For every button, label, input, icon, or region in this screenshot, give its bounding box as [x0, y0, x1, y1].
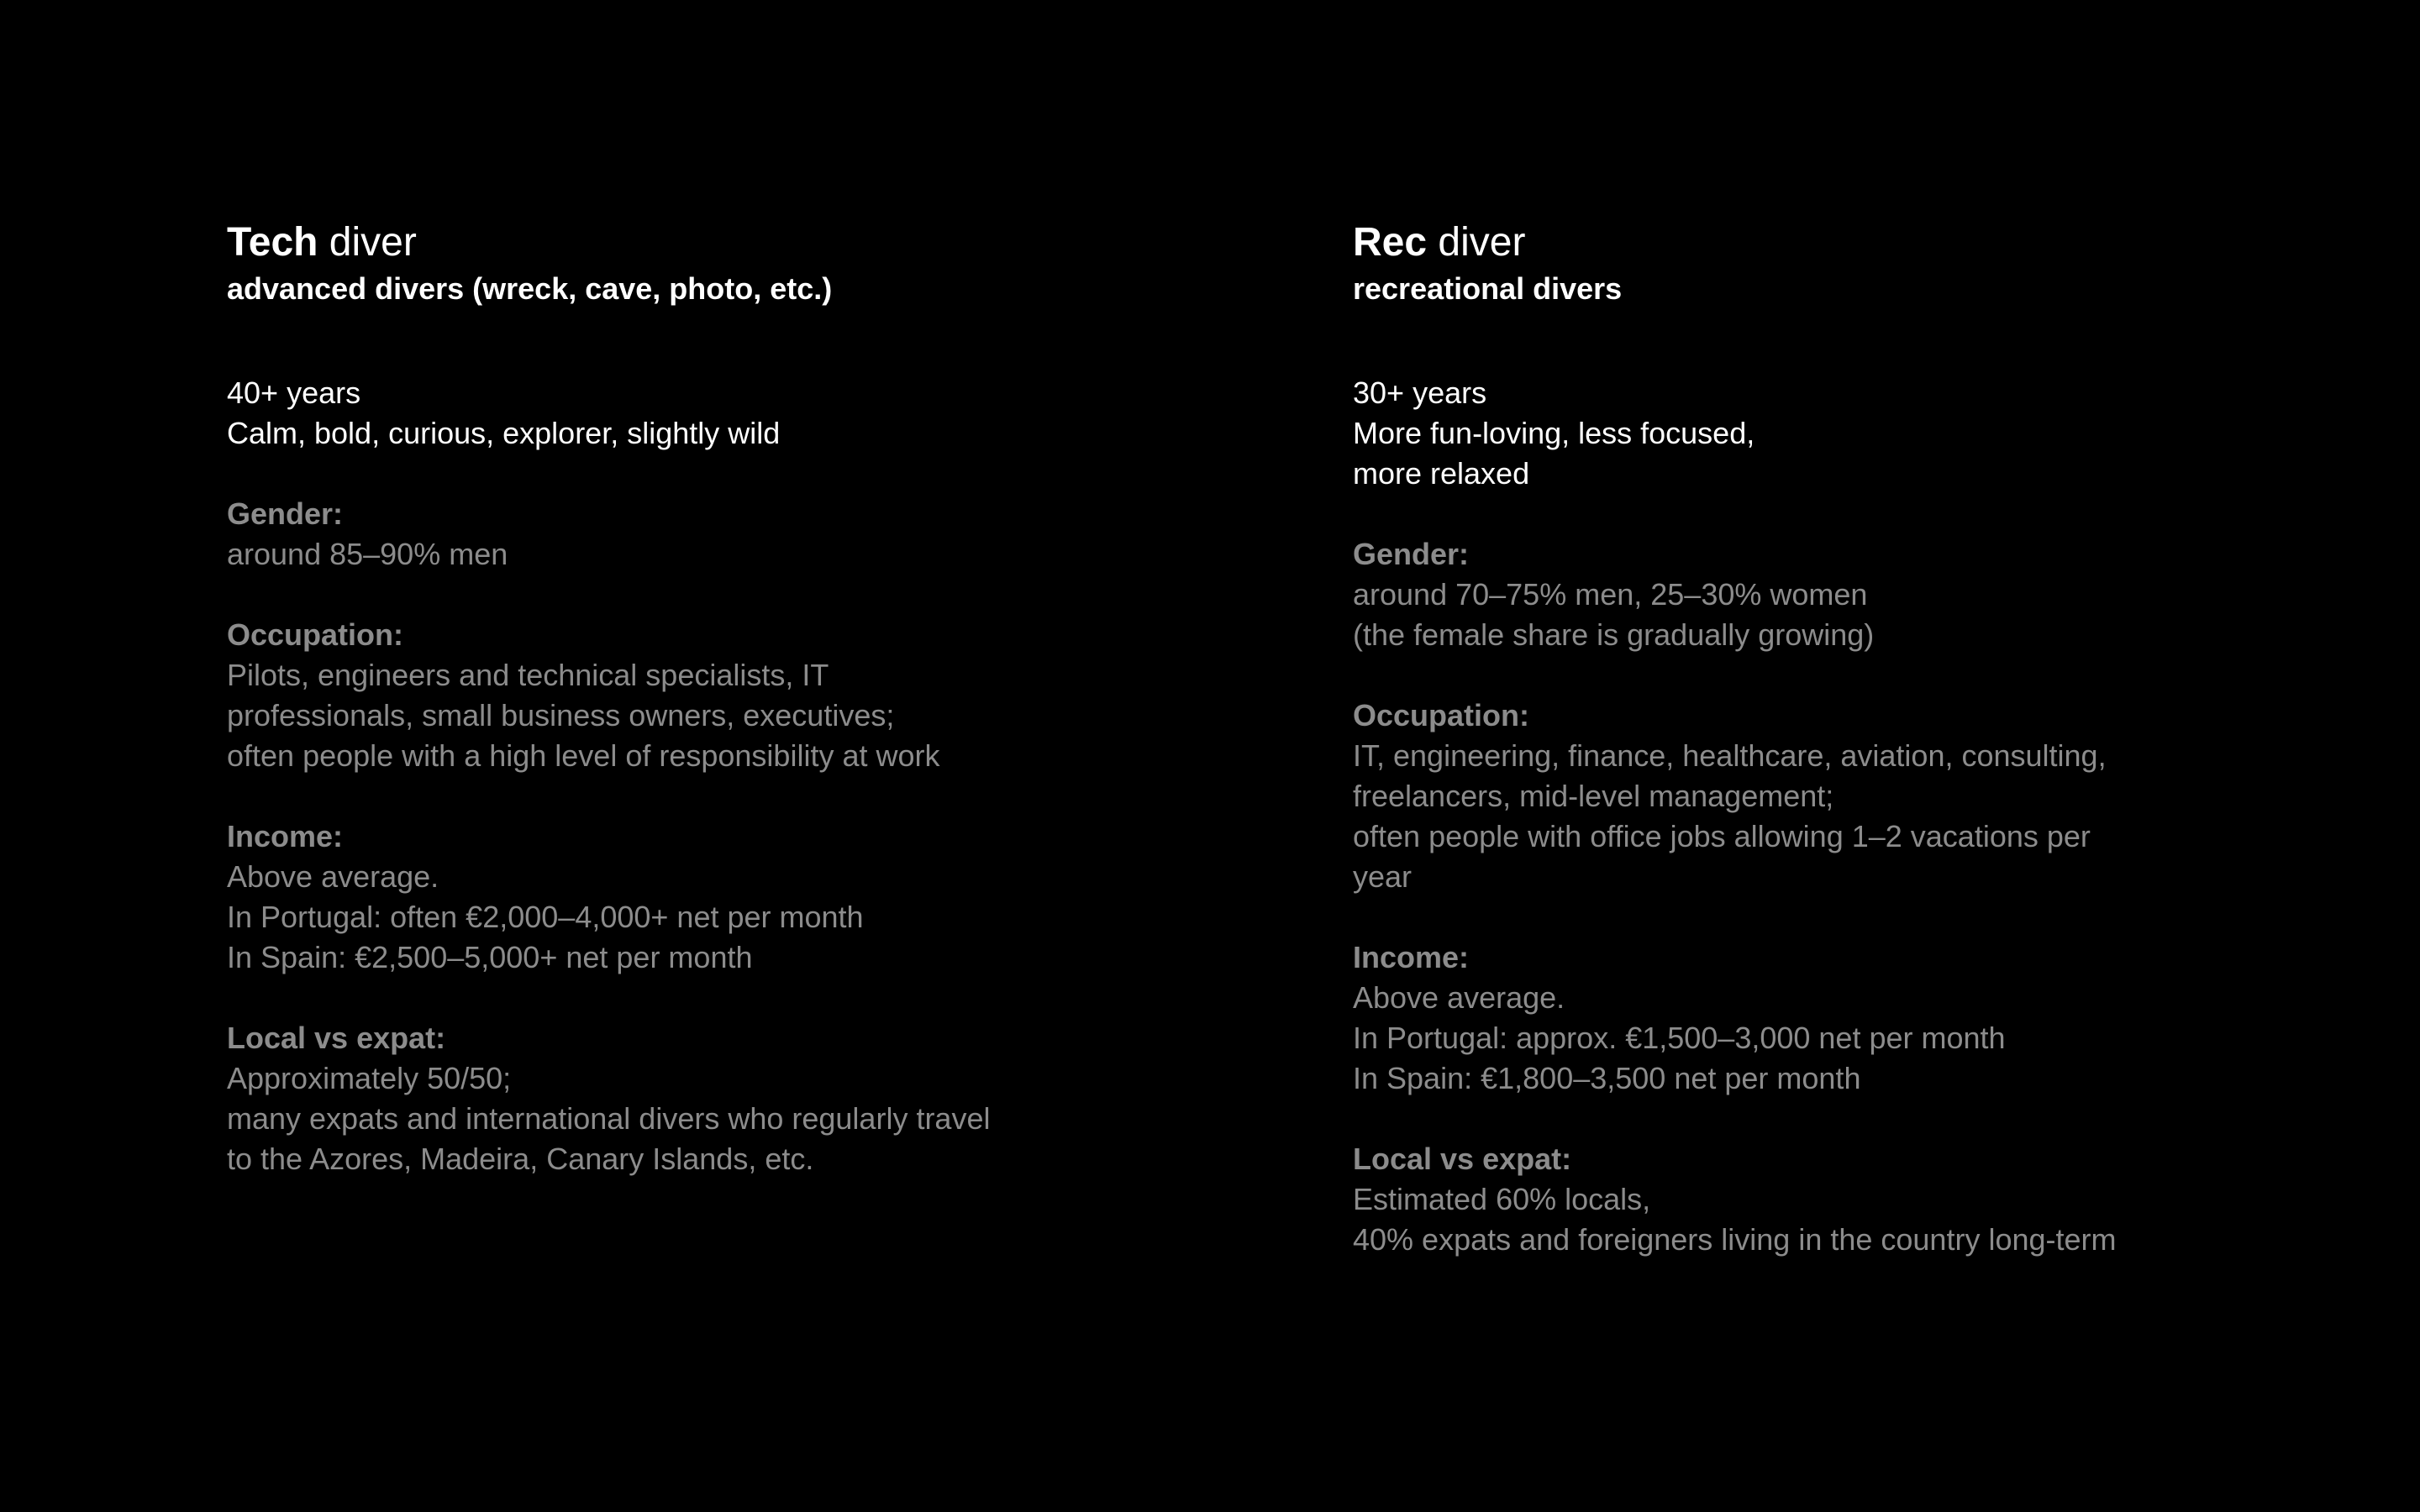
tech-occupation-line: Pilots, engineers and technical specialists, IT: [227, 658, 829, 692]
tech-gender-section: [227, 494, 1151, 575]
tech-income-line: In Spain: €2,500–5,000+ net per month: [227, 940, 753, 974]
rec-income-line: In Portugal: approx. €1,500–3,000 net per month: [1353, 1021, 2006, 1055]
rec-diver-column: [1353, 220, 2277, 1260]
rec-diver-subtitle: recreational divers: [1353, 271, 1623, 306]
tech-intro: [227, 373, 1151, 454]
rec-occupation-label: Occupation:: [1353, 698, 1530, 732]
tech-occupation-line: professionals, small business owners, executives;: [227, 698, 895, 732]
rec-traits: more relaxed: [1353, 456, 1530, 491]
rec-diver-title: [1353, 220, 2277, 265]
rec-occupation-section: [1353, 696, 2277, 897]
rec-occupation-line: often people with office jobs allowing 1–2 vacations per: [1353, 819, 2091, 853]
rec-local-section: [1353, 1139, 2277, 1260]
tech-occupation-section: [227, 615, 1151, 776]
rec-income-line: In Spain: €1,800–3,500 net per month: [1353, 1061, 1861, 1095]
tech-income-section: [227, 816, 1151, 978]
tech-income-line: Above average.: [227, 859, 439, 894]
tech-age: 40+ years: [227, 375, 361, 410]
rec-gender-line: (the female share is gradually growing): [1353, 617, 1875, 652]
tech-diver-column: [227, 220, 1151, 1179]
tech-traits: Calm, bold, curious, explorer, slightly wild: [227, 416, 781, 450]
rec-occupation-line: freelancers, mid-level management;: [1353, 779, 1834, 813]
rec-income-label: Income:: [1353, 940, 1470, 974]
rec-gender-section: [1353, 534, 2277, 655]
tech-title-bold: Tech: [227, 220, 318, 265]
rec-local-label: Local vs expat:: [1353, 1142, 1572, 1176]
tech-income-line: In Portugal: often €2,000–4,000+ net per month: [227, 900, 864, 934]
rec-intro: [1353, 373, 2277, 494]
tech-local-line: Approximately 50/50;: [227, 1061, 512, 1095]
rec-income-line: Above average.: [1353, 980, 1565, 1015]
tech-gender-label: Gender:: [227, 496, 344, 531]
tech-income-label: Income:: [227, 819, 344, 853]
rec-title-bold: Rec: [1353, 220, 1428, 265]
rec-occupation-line: year: [1353, 859, 1413, 894]
rec-local-line: 40% expats and foreigners living in the country long-term: [1353, 1222, 2117, 1257]
tech-diver-subtitle: advanced divers (wreck, cave, photo, etc.): [227, 271, 833, 306]
rec-occupation-line: IT, engineering, finance, healthcare, aviation, consulting,: [1353, 738, 2107, 773]
rec-local-line: Estimated 60% locals,: [1353, 1182, 1651, 1216]
rec-title-rest: diver: [1427, 220, 1526, 265]
tech-local-line: to the Azores, Madeira, Canary Islands, etc.: [227, 1142, 814, 1176]
tech-local-label: Local vs expat:: [227, 1021, 446, 1055]
rec-gender-line: around 70–75% men, 25–30% women: [1353, 577, 1868, 612]
tech-occupation-line: often people with a high level of responsibility at work: [227, 738, 940, 773]
rec-income-section: [1353, 937, 2277, 1099]
tech-occupation-label: Occupation:: [227, 617, 404, 652]
tech-local-section: [227, 1018, 1151, 1179]
rec-gender-label: Gender:: [1353, 537, 1470, 571]
rec-traits: More fun-loving, less focused,: [1353, 416, 1755, 450]
tech-diver-title: [227, 220, 1151, 265]
tech-gender-line: around 85–90% men: [227, 537, 508, 571]
tech-local-line: many expats and international divers who regularly travel: [227, 1101, 991, 1136]
rec-age: 30+ years: [1353, 375, 1487, 410]
tech-title-rest: diver: [318, 220, 417, 265]
